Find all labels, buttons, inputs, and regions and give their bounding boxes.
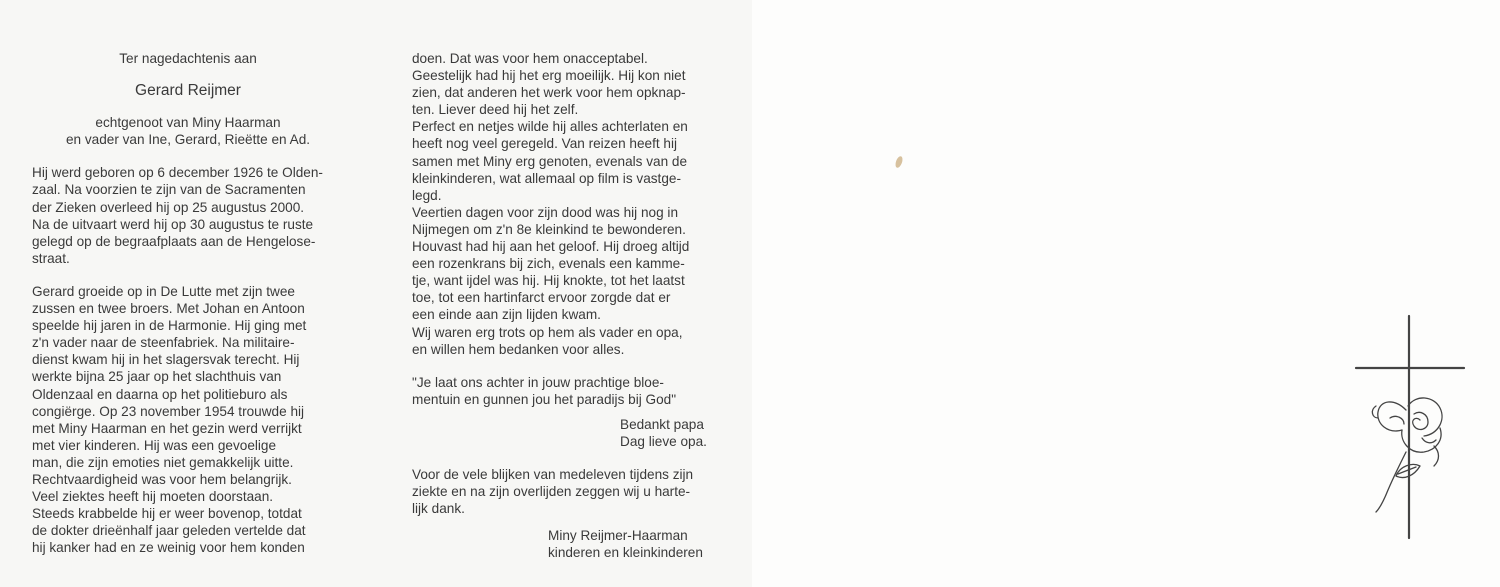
cross-with-rose-icon	[1350, 314, 1470, 540]
spouse-line: echtgenoot van Miny Haarman	[95, 115, 281, 131]
signature: Miny Reijmer-Haarman kinderen en kleinkinderen	[548, 528, 703, 561]
biography-paragraph-2: Gerard groeide op in De Lutte met zijn twee zussen en twee broers. Met Johan en Antoon speelde hij jaren in de Harmonie. Hij ging met z'n vader naar de steenfabriek. Na militaire- dienst kwam hij in het slagersvak terecht. Hij werkte bijna 25 jaar op het slachthuis van Oldenzaal en daarna op het politieburo als congiërge. Op 23 november 1954 trouwde hij met Miny Haarman en het gezin werd verrijkt met vier kinderen. Hij was een gevoelige man, die zijn emoties niet gemakkelijk uitte. Rechtvaardigheid was voor hem belangrijk. Veel ziektes heeft hij moeten doorstaan. Steeds krabbelde hij er weer bovenop, totdat de dokter drieënhalf jaar geleden vertelde dat hij kanker had en ze weinig voor hem konden	[32, 283, 307, 556]
intro-line: Ter nagedachtenis aan	[119, 51, 257, 66]
quote: "Je laat ons achter in jouw prachtige bloe- mentuin en gunnen jou het paradijs bij God"	[412, 374, 677, 407]
biography-continued: doen. Dat was voor hem onacceptabel. Geestelijk had hij het erg moeilijk. Hij kon niet zien, dat anderen het werk voor hem opknap- ten. Liever deed hij het zelf. Perfect en netjes wilde hij alles achterlaten en heeft nog veel geregeld. Van reizen heeft hij samen met Miny erg genoten, evenals van de kleinkinderen, wat allemaal op film is vastge- legd. Veertien dagen voor zijn dood was hij nog in Nijmegen om z'n 8e kleinkind te bewonderen. Houvast had hij aan het geloof. Hij droeg altijd een rozenkrans bij zich, evenals een kamme- tje, want ijdel was hij. Hij knokte, tot het laatst toe, tot een hartinfarct ervoor zorgde dat er een einde aan zijn lijden kwam. Wij waren erg trots op hem als vader en opa, en willen hem bedanken voor alles.	[412, 51, 690, 357]
text-column-2	[412, 50, 722, 562]
deceased-name: Gerard Reijmer	[135, 82, 241, 100]
thank-you-note: Voor de vele blijken van medeleven tijdens zijn ziekte en na zijn overlijden zeggen wij u harte- lijk dank.	[412, 467, 694, 517]
farewell: Bedankt papa Dag lieve opa.	[620, 416, 707, 449]
children-line: en vader van Ine, Gerard, Rieëtte en Ad.	[65, 132, 311, 148]
biography-paragraph-1: Hij werd geboren op 6 december 1926 te Olden- zaal. Na voorzien te zijn van de Sacramenten der Zieken overleed hij op 25 augustus 2000. Na de uitvaart werd hij op 30 augustus te ruste gelegd op de begraafplaats aan de Hengelose- straat.	[32, 165, 323, 266]
text-column-1	[32, 50, 344, 556]
